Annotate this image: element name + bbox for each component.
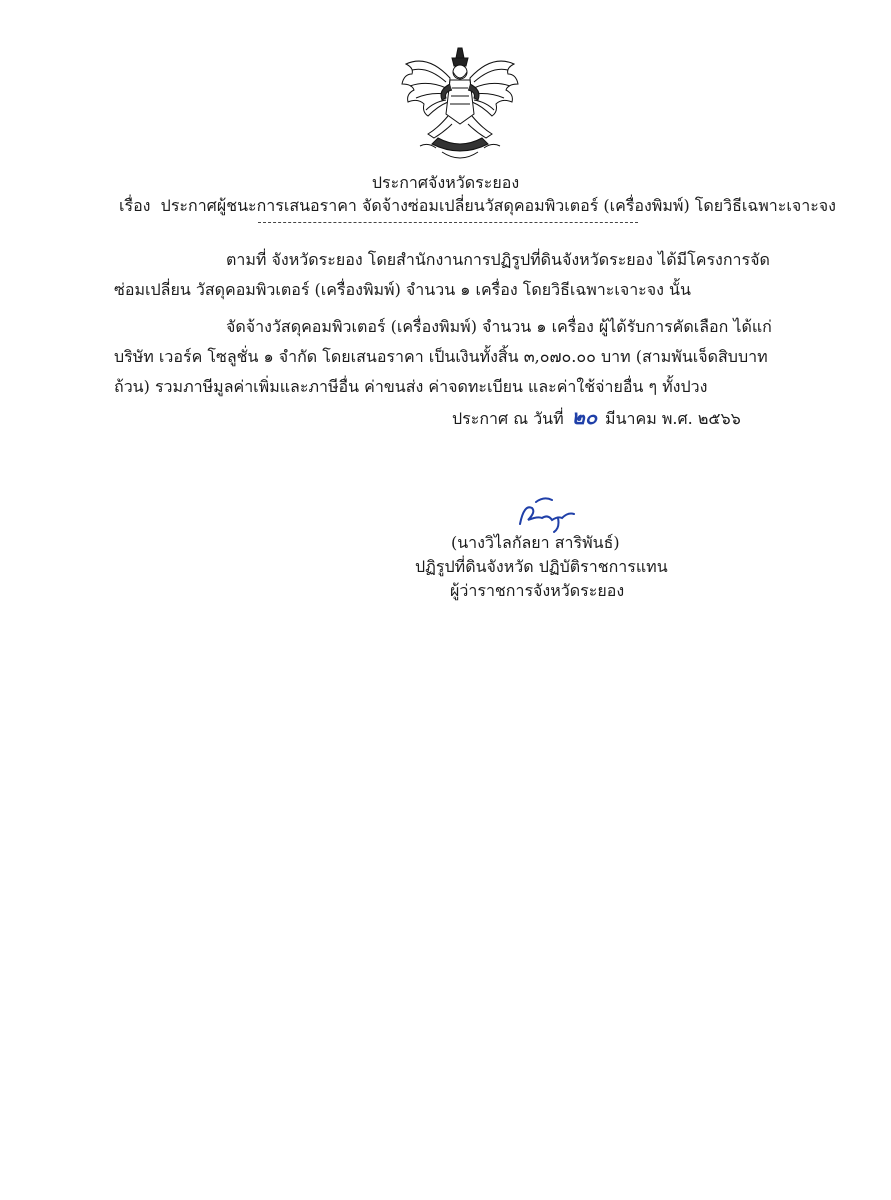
paragraph-2-text: จัดจ้างวัสดุคอมพิวเตอร์ (เครื่องพิมพ์) จำนวน ๑ เครื่อง ผู้ได้รับการคัดเลือก ได้แก่ บริษัท เวอร์ค โซลูชั่น ๑ จำกัด โดยเสนอราคา เป็นเงินทั้งสิ้น ๓,๐๗๐.๐๐ บาท (สามพันเจ็ดสิบบาทถ้วน) รวมภาษีมูลค่าเพิ่มและภาษีอื่น ค่าขนส่ง ค่าจดทะเบียน และค่าใช้จ่ายอื่น ๆ ทั้งปวง xyxy=(114,317,772,396)
signer-role: ผู้ว่าราชการจังหวัดระยอง xyxy=(450,581,625,600)
signer-name: (นางวิไลกัลยา สาริพันธ์) xyxy=(451,533,620,552)
handwritten-signature xyxy=(514,494,580,534)
announcement-date xyxy=(452,406,741,430)
paragraph-1-text: ตามที่ จังหวัดระยอง โดยสำนักงานการปฏิรูปที่ดินจังหวัดระยอง ได้มีโครงการจัดซ่อมเปลี่ยน วัสดุคอมพิวเตอร์ (เครื่องพิมพ์) จำนวน ๑ เครื่อง โดยวิธีเฉพาะเจาะจง นั้น xyxy=(114,250,770,299)
garuda-emblem-icon xyxy=(398,44,522,166)
issuer-title: ประกาศจังหวัดระยอง xyxy=(371,173,520,192)
date-prefix: ประกาศ ณ วันที่ xyxy=(452,409,564,428)
date-day-handwritten: ๒๐ xyxy=(571,405,598,429)
subject-text: ประกาศผู้ชนะการเสนอราคา จัดจ้างซ่อมเปลี่ยนวัสดุคอมพิวเตอร์ (เครื่องพิมพ์) โดยวิธีเฉพาะเจาะจง xyxy=(160,196,836,215)
subject-line xyxy=(119,195,836,217)
dashed-divider xyxy=(258,222,638,223)
subject-prefix: เรื่อง xyxy=(119,196,151,215)
paragraph-2 xyxy=(114,312,782,402)
signer-position: ปฏิรูปที่ดินจังหวัด ปฏิบัติราชการแทน xyxy=(415,557,668,576)
date-month-year: มีนาคม พ.ศ. ๒๕๖๖ xyxy=(605,409,741,428)
paragraph-1 xyxy=(114,245,782,305)
